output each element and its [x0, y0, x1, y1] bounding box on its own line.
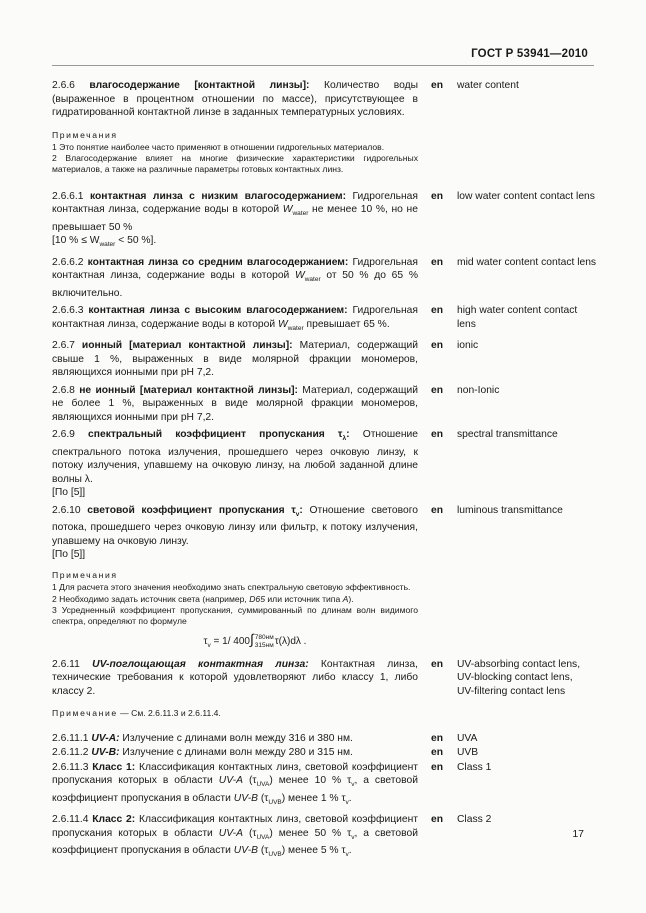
- term-title: контактная линза со средним влагосодержанием:: [87, 256, 349, 268]
- tau-symbol: (τ: [260, 845, 269, 857]
- english-term: water content: [457, 80, 519, 91]
- entry-2-6-10: [52, 504, 597, 562]
- note-text: 2 Необходимо задать источник света (например,: [52, 593, 247, 604]
- notes-block-2: [52, 570, 418, 627]
- english-term: low water content contact lens: [457, 190, 595, 202]
- entry-2-6-8: [52, 384, 597, 425]
- symbol-sub: λ: [342, 435, 347, 443]
- entry-number: 2.6.11.4: [52, 814, 89, 826]
- source-ref: [По [5]]: [52, 487, 86, 499]
- symbol-sub: UVB: [268, 798, 282, 806]
- symbol-w: W: [295, 270, 305, 282]
- term-title: световой коэффициент пропускания τ: [87, 504, 296, 516]
- note-item: [52, 594, 418, 605]
- symbol-sub: v: [345, 798, 349, 806]
- header-rule: [52, 65, 594, 66]
- symbol-sub: v: [351, 833, 355, 841]
- tau-symbol: (τ: [248, 775, 257, 787]
- term-definition: .: [348, 792, 352, 804]
- en-marker: en: [431, 429, 444, 441]
- symbol-sub: UVA: [256, 781, 270, 789]
- english-term: Class 1: [457, 761, 492, 773]
- en-marker: en: [431, 747, 444, 759]
- en-marker: en: [431, 305, 444, 317]
- term-title: спектральный коэффициент пропускания τ: [88, 429, 343, 441]
- en-marker: en: [431, 340, 444, 352]
- symbol-sub: v: [295, 510, 300, 518]
- entry-2-6-9: [52, 428, 597, 500]
- notes-block-1: [52, 130, 418, 176]
- english-term: UV-absorbing contact lens,: [457, 658, 581, 670]
- entry-number: 2.6.6.1: [52, 190, 84, 202]
- term-definition: Гидрогельная контактная линза, содержание воды в которой: [52, 190, 418, 216]
- term-definition: Излучение с длинами волн между 316 и 380 нм.: [122, 732, 353, 744]
- en-marker: en: [431, 256, 444, 268]
- term-definition: Гидрогельная контактная линза, содержание воды в которой: [52, 305, 418, 330]
- entry-number: 2.6.11.3: [52, 761, 89, 773]
- term-definition: .: [348, 845, 352, 857]
- uvb-label: UV-B: [233, 792, 258, 804]
- entry-number: 2.6.6.3: [52, 305, 84, 317]
- term-title-end: :: [299, 504, 303, 516]
- term-definition: Гидрогельная контактная линза, содержание воды в которой: [52, 256, 418, 282]
- entry-number: 2.6.11: [52, 658, 80, 670]
- formula-lhs: τ: [203, 636, 208, 648]
- en-marker: en: [431, 761, 444, 773]
- entry-number: 2.6.11.2: [52, 747, 89, 759]
- illuminant-a: A: [342, 593, 349, 604]
- entry-2-6-11-1: [52, 732, 597, 746]
- source-ref: [По [5]]: [52, 549, 86, 561]
- en-marker: en: [431, 80, 444, 91]
- term-title: Класс 1:: [92, 761, 136, 773]
- term-title: не ионный [материал контактной линзы]:: [79, 384, 298, 396]
- entry-number: 2.6.8: [52, 384, 75, 396]
- en-marker: en: [431, 814, 444, 826]
- standard-code: ГОСТ Р 53941—2010: [471, 48, 588, 60]
- symbol-sub: water: [292, 210, 309, 218]
- source-condition: [10 % ≤ W: [52, 235, 100, 247]
- page-number: 17: [572, 828, 584, 840]
- english-term: UV-blocking contact lens,: [457, 672, 573, 684]
- note-text: ).: [348, 593, 354, 604]
- english-term: Class 2: [457, 814, 492, 826]
- entry-2-6-11-4: [52, 813, 597, 862]
- entry-2-6-6: [52, 79, 597, 120]
- symbol-sub: v: [345, 851, 349, 859]
- notes-heading: Примечания: [52, 129, 118, 140]
- tau-symbol: (τ: [248, 827, 257, 839]
- term-title: контактная линза с высоким влагосодержанием:: [88, 305, 348, 317]
- symbol-sub: water: [304, 276, 321, 284]
- entry-number: 2.6.6: [52, 80, 75, 91]
- term-title: ионный [материал контактной линзы]:: [81, 340, 293, 352]
- english-term: UV-filtering contact lens: [457, 685, 566, 697]
- term-title: контактная линза с низким влагосодержанием:: [89, 190, 347, 202]
- term-definition: Классификация контактных линз, световой коэффициент пропускания которых в области: [52, 761, 418, 787]
- term-definition: Излучение с длинами волн между 280 и 315 нм.: [122, 747, 353, 759]
- note-text: — См. 2.6.11.3 и 2.6.11.4.: [120, 708, 221, 719]
- source-condition-end: < 50 %].: [118, 235, 157, 247]
- symbol-sub: water: [287, 324, 304, 332]
- english-term: luminous transmittance: [457, 504, 563, 516]
- entry-number: 2.6.11.1: [52, 732, 89, 744]
- symbol-sub: v: [351, 781, 355, 789]
- formula-lhs-sub: v: [207, 642, 211, 650]
- formula-lower-limit: 315нм: [254, 641, 274, 649]
- entry-number: 2.6.9: [52, 429, 75, 441]
- en-marker: en: [431, 658, 444, 670]
- term-definition: Отношение светового потока, прошедшего через очковую линзу или фильтр, к потоку излучения, упавшему на очковую линзу.: [52, 504, 418, 547]
- term-definition: Количество воды (выраженное в процентном отношении по массе), присутствующее в гидратированной контактной линзе в заданных температурных условиях.: [52, 80, 418, 118]
- note-item: 1 Для расчета этого значения необходимо знать спектральную световую эффективность.: [52, 582, 411, 593]
- term-definition: Контактная линза, технические требования к которой удовлетворяют либо классу 1, либо классу 2.: [52, 658, 418, 697]
- formula-body: τ(λ)dλ .: [274, 636, 307, 648]
- note-heading: Примечание: [52, 708, 118, 719]
- english-term: UVB: [457, 747, 479, 759]
- entry-number: 2.6.6.2: [52, 256, 84, 268]
- notes-heading: Примечания: [52, 569, 118, 580]
- en-marker: en: [431, 384, 444, 396]
- en-marker: en: [431, 190, 444, 202]
- tau-symbol: (τ: [260, 792, 269, 804]
- entry-2-6-6-2: [52, 256, 597, 301]
- symbol-sub: UVB: [268, 851, 282, 859]
- term-definition: , а световой коэффициент пропускания в области: [52, 775, 418, 804]
- term-title: UV-поглощающая контактная линза:: [92, 658, 309, 670]
- formula-eq: = 1/ 400: [213, 636, 250, 648]
- term-definition: , а световой коэффициент пропускания в области: [52, 827, 418, 857]
- term-definition: ) менее 5 % τ: [281, 845, 346, 857]
- en-marker: en: [431, 504, 444, 516]
- english-term: mid water content contact lens: [457, 256, 597, 268]
- symbol-sub: water: [99, 241, 116, 249]
- term-definition-cont: превышает 65 %.: [306, 318, 390, 330]
- symbol-w: W: [278, 318, 288, 330]
- term-definition: Отношение спектрального потока излучения, прошедшего через очковую линзу, к потоку излучения, упавшему на очковую линзу, на любой заданной длине волны λ.: [52, 429, 418, 485]
- term-definition-cont: от 50 % до 65 % включительно.: [52, 270, 418, 299]
- note-item: 3 Усредненный коэффициент пропускания, суммированный по длинам волн видимого спектра, определяют по формуле: [52, 604, 418, 627]
- note-item: 1 Это понятие наиболее часто применяют в отношении гидрогельных материалов.: [52, 141, 385, 152]
- english-term: non-Ionic: [457, 384, 500, 396]
- english-term: UVA: [457, 732, 478, 744]
- note-inline: [52, 708, 418, 719]
- note-item: 2 Влагосодержание влияет на многие физические характеристики гидрогельных материалов, а также на различные параметры готовых контактных линз.: [52, 153, 418, 175]
- note-text: или источник типа: [267, 593, 341, 604]
- entry-2-6-11-2: [52, 746, 597, 760]
- term-definition: ) менее 50 % τ: [269, 827, 352, 839]
- term-definition: ) менее 10 % τ: [269, 775, 352, 787]
- term-title: Класс 2:: [92, 814, 136, 826]
- entry-2-6-7: [52, 339, 597, 380]
- entry-number: 2.6.7: [52, 340, 75, 352]
- term-definition: ) менее 1 % τ: [281, 792, 346, 804]
- uva-label: UV-A: [218, 775, 243, 787]
- formula-upper-limit: 780нм: [254, 633, 274, 641]
- english-term: spectral transmittance: [457, 429, 558, 441]
- entry-number: 2.6.10: [52, 504, 81, 516]
- entry-2-6-6-1: [52, 190, 597, 252]
- integral-icon: ∫: [249, 631, 254, 648]
- term-title: влагосодержание [контактной линзы]:: [89, 80, 310, 91]
- english-term-list: [457, 658, 597, 699]
- term-definition: Материал, содержащий свыше 1 %, выраженных в виде молярной фракции мономеров, являющихся ионными при рН 7,2.: [52, 340, 418, 379]
- en-marker: en: [431, 732, 444, 744]
- document-body: [52, 79, 597, 866]
- term-title: UV-A:: [91, 732, 120, 744]
- english-term: high water content contact lens: [457, 305, 578, 330]
- term-definition: Материал, содержащий не более 1 %, выраженных в виде молярной фракции мономеров, являющихся ионными при рН 7,2.: [52, 384, 418, 423]
- uva-label: UV-A: [218, 827, 243, 839]
- term-definition: Классификация контактных линз, световой коэффициент пропускания которых в области: [52, 814, 418, 839]
- formula: [52, 631, 418, 649]
- term-definition-cont: не менее 10 %, но не превышает 50 %: [52, 204, 418, 233]
- term-title-end: :: [346, 429, 350, 441]
- illuminant-d65: D65: [249, 593, 265, 604]
- entry-2-6-6-3: [52, 304, 597, 335]
- english-term: ionic: [457, 340, 479, 352]
- symbol-w: W: [282, 204, 293, 216]
- uvb-label: UV-B: [233, 845, 258, 857]
- term-title: UV-B:: [91, 747, 120, 759]
- symbol-sub: UVA: [256, 833, 270, 841]
- entry-2-6-11-3: [52, 761, 597, 810]
- entry-2-6-11: [52, 658, 597, 699]
